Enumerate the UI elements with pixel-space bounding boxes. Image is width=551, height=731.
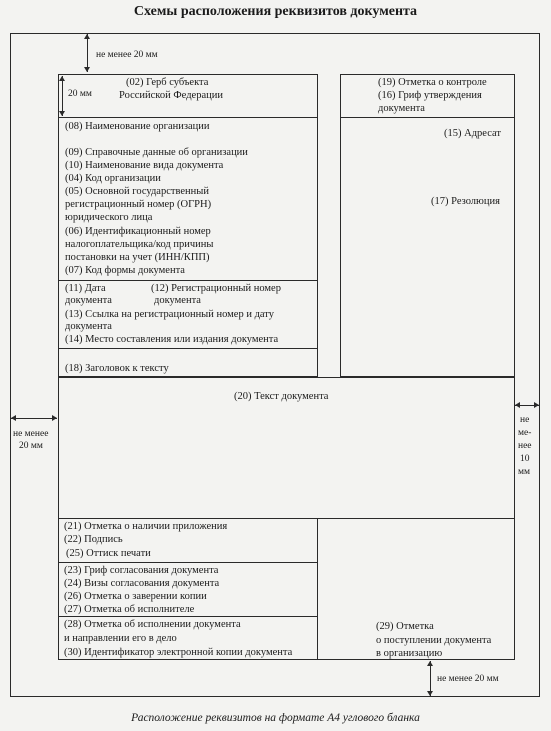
bottom-divider-2 [58,562,318,563]
executor-mark: (27) Отметка об исполнителе [64,604,195,615]
left-margin-arrowhead-right [52,415,57,421]
approval-stamp-line-2: документа [378,103,425,114]
right-margin-label-4: 10 [520,454,530,464]
bottom-divider-1 [58,518,515,519]
bottom-margin-label: не менее 20 мм [437,674,499,684]
date-line-2: документа [65,295,112,306]
receipt-mark-line-1: (29) Отметка [376,621,434,632]
left-margin-label-1: не менее [13,429,49,439]
left-margin-label-2: 20 мм [19,441,43,451]
signature: (22) Подпись [64,534,123,545]
reference-line-2: документа [65,321,112,332]
right-block-frame [340,74,515,377]
right-margin-arrowhead-left [515,402,520,408]
org-code: (04) Код организации [65,173,161,184]
right-margin-arrowhead-right [534,402,539,408]
ogrn-line-2: регистрационный номер (ОГРН) [65,199,212,210]
top-margin-arrowhead-up [84,34,90,39]
resolution: (17) Резолюция [431,196,500,207]
doc-kind: (10) Наименование вида документа [65,160,224,171]
seal-imprint: (25) Оттиск печати [66,548,151,559]
execution-mark-line-2: и направлении его в дело [64,633,177,644]
page-title: Схемы расположения реквизитов документа [133,4,418,19]
heading-to-text: (18) Заголовок к тексту [65,363,169,374]
left-margin-arrow [11,418,57,419]
right-block-divider [340,117,515,118]
inn-line-1: (06) Идентификационный номер [65,226,211,237]
regnum-line-2: документа [154,295,201,306]
ogrn-line-3: юридического лица [65,212,153,223]
block-top-label: 20 мм [68,89,92,99]
coat-of-arms-line-1: (02) Герб субъекта [126,77,209,88]
reference-line-1: (13) Ссылка на регистрационный номер и дату [65,309,275,320]
left-block-divider-3 [58,348,318,349]
bottom-margin-arrowhead-up [427,661,433,666]
right-margin-label-5: мм [518,467,531,477]
document-text: (20) Текст документа [234,391,329,402]
receipt-mark-line-3: в организацию [376,648,443,659]
place-of-issue: (14) Место составления или издания документа [65,334,279,345]
bottom-left-right-edge [317,518,318,660]
coat-of-arms-line-2: Российской Федерации [119,90,223,101]
ref-data: (09) Справочные данные об организации [65,147,248,158]
regnum-line-1: (12) Регистрационный номер [151,283,281,294]
figure-caption: Расположение реквизитов на формате А4 углового бланка [131,712,420,724]
addressee: (15) Адресат [444,128,501,139]
execution-mark-line-1: (28) Отметка об исполнении документа [64,619,241,630]
form-code: (07) Код формы документа [65,265,185,276]
control-mark: (19) Отметка о контроле [378,77,487,88]
inn-line-3: постановки на учет (ИНН/КПП) [65,252,210,263]
left-block-divider-1 [58,117,318,118]
copy-certification: (26) Отметка о заверении копии [64,591,207,602]
agreement-visas: (24) Визы согласования документа [64,578,220,589]
right-margin-label-2: ме- [518,428,532,438]
approval-stamp-line-1: (16) Гриф утверждения [378,90,482,101]
left-block-divider-2 [58,280,318,281]
electronic-copy-id: (30) Идентификатор электронной копии документа [64,647,293,658]
top-margin-arrowhead-down [84,67,90,72]
right-margin-label-3: нее [518,441,532,451]
agreement-stamp: (23) Гриф согласования документа [64,565,219,576]
ogrn-line-1: (05) Основной государственный [65,186,209,197]
inn-line-2: налогоплательщика/код причины [65,239,214,250]
bottom-margin-arrowhead-down [427,691,433,696]
date-line-1: (11) Дата [65,283,106,294]
org-name: (08) Наименование организации [65,121,210,132]
top-margin-label: не менее 20 мм [96,50,158,60]
attachment-mark: (21) Отметка о наличии приложения [64,521,228,532]
receipt-mark-line-2: о поступлении документа [376,635,492,646]
left-margin-arrowhead-left [11,415,16,421]
right-margin-label-1: не [520,415,530,425]
